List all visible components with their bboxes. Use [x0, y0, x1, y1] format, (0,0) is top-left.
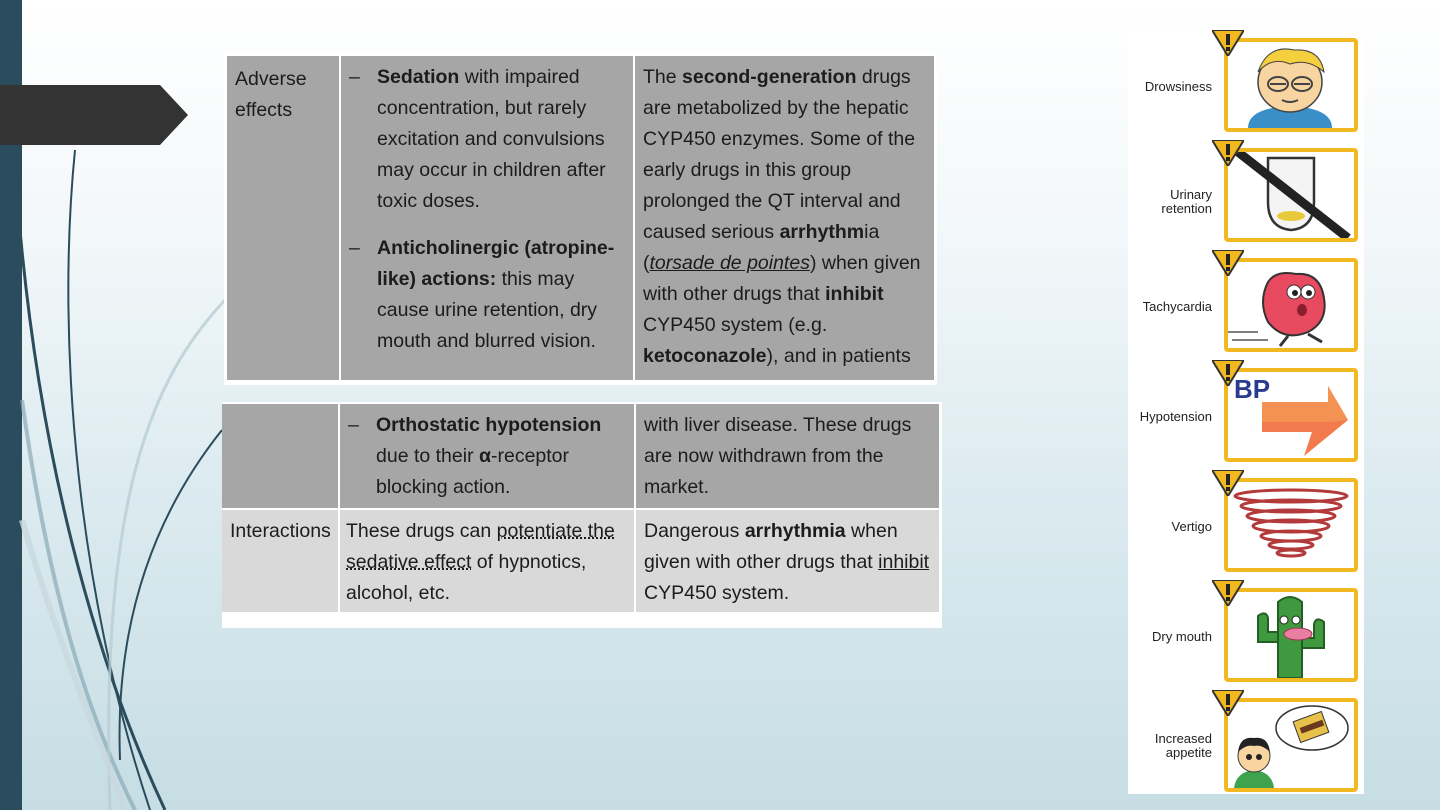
side-effect-label: Tachycardia: [1142, 299, 1212, 314]
interactions-first-gen-cell: [340, 510, 634, 612]
side-effect-label: Increased appetite: [1154, 731, 1212, 760]
arrhythmia-bold-2: arrhythmia: [744, 520, 846, 542]
orthostatic-text-1: due to their: [376, 445, 479, 467]
bp-down-arrow-icon: [1224, 368, 1358, 462]
interactions-text-4: CYP450 system.: [644, 582, 790, 604]
sleepy-face-icon: [1224, 38, 1358, 132]
warning-icon: [1212, 30, 1244, 56]
adverse-label: Adverse effects: [235, 68, 307, 121]
alpha-symbol: α: [478, 445, 491, 467]
crossed-urinal-icon: [1224, 148, 1358, 242]
side-effect-hypotension: [1128, 360, 1364, 470]
second-gen-text-1: The: [643, 66, 683, 88]
interactions-text-3: when given with other drugs that: [644, 520, 898, 573]
adverse-second-gen-cell: [635, 56, 934, 380]
warning-icon: [1212, 580, 1244, 606]
orthostatic-text-2: -receptor blocking action.: [376, 445, 570, 498]
sedation-item: [341, 62, 627, 217]
side-effect-urinary-retention: [1128, 140, 1364, 250]
adverse-first-gen-cell: [341, 56, 633, 380]
inhibit-underlined: inhibit: [878, 551, 930, 573]
side-effect-tachycardia: [1128, 250, 1364, 360]
adverse-label-cell: [227, 56, 339, 380]
hungry-boy-icon: [1224, 698, 1358, 792]
potentiate-underlined: potentiate the sedative effect: [346, 520, 615, 573]
anticholinergic-bold: Anticholinergic (atropine-like) actions:: [377, 237, 615, 290]
spiral-icon: [1224, 478, 1358, 572]
side-effect-label: Drowsiness: [1144, 79, 1212, 94]
orthostatic-cell: [340, 404, 634, 508]
second-gen-text-2: drugs are metabolized by the hepatic CYP450 enzymes. Some of the early drugs in this group prolonged the QT interval and caused serious: [643, 66, 916, 243]
dangerous-text: Dangerous: [644, 520, 745, 542]
anticholinergic-text: this may cause urine retention, dry mouth and blurred vision.: [377, 268, 598, 352]
side-effect-label: Dry mouth: [1152, 629, 1212, 644]
arrhythmia-bold: arrhythm: [779, 221, 865, 243]
running-heart-icon: [1224, 258, 1358, 352]
side-effect-drowsiness: [1128, 30, 1364, 140]
interactions-label: Interactions: [230, 520, 331, 542]
orthostatic-item: [340, 410, 628, 503]
orthostatic-bold: Orthostatic hypotension: [376, 414, 602, 436]
continued-label-cell: [222, 404, 338, 508]
bp-badge: BP: [1234, 374, 1271, 404]
warning-icon: [1212, 360, 1244, 386]
side-effect-label: Vertigo: [1171, 519, 1212, 534]
interactions-text-1: These drugs can: [346, 520, 497, 542]
warning-icon: [1212, 690, 1244, 716]
side-effect-vertigo: [1128, 470, 1364, 580]
liver-text: with liver disease. These drugs are now withdrawn from the market.: [644, 414, 912, 498]
second-gen-text-6: ), and in patients: [766, 345, 911, 367]
second-gen-bold: second-generation: [682, 66, 857, 88]
side-effect-increased-appetite: [1128, 690, 1364, 800]
side-effects-panel: [1128, 28, 1364, 794]
interactions-label-cell: [222, 510, 338, 612]
side-effect-label: Urinary retention: [1161, 187, 1212, 216]
ketoconazole-bold: ketoconazole: [643, 345, 767, 367]
warning-icon: [1212, 140, 1244, 166]
warning-icon: [1212, 250, 1244, 276]
liver-cell: [636, 404, 939, 508]
anticholinergic-item: [341, 233, 627, 357]
side-effect-label: Hypotension: [1139, 409, 1212, 424]
interactions-second-gen-cell: [636, 510, 939, 612]
table-block-adverse: [224, 53, 937, 385]
sedation-text: with impaired concentration, but rarely excitation and convulsions may occur in children after toxic doses.: [377, 66, 606, 212]
side-effect-dry-mouth: [1128, 580, 1364, 690]
thirsty-cactus-icon: [1224, 588, 1358, 682]
second-gen-text-3: ia (: [643, 221, 880, 274]
inhibit-bold: inhibit: [825, 283, 884, 305]
interactions-text-2: of hypnotics, alcohol, etc.: [346, 551, 587, 604]
torsade-italic: torsade de pointes: [649, 252, 810, 274]
title-arrow-shape: [0, 85, 190, 145]
table-block-continued: [222, 402, 942, 628]
warning-icon: [1212, 470, 1244, 496]
second-gen-text-4: ) when given with other drugs that: [643, 252, 921, 305]
sedation-bold: Sedation: [377, 66, 460, 88]
second-gen-text-5: CYP450 system (e.g.: [643, 314, 828, 336]
